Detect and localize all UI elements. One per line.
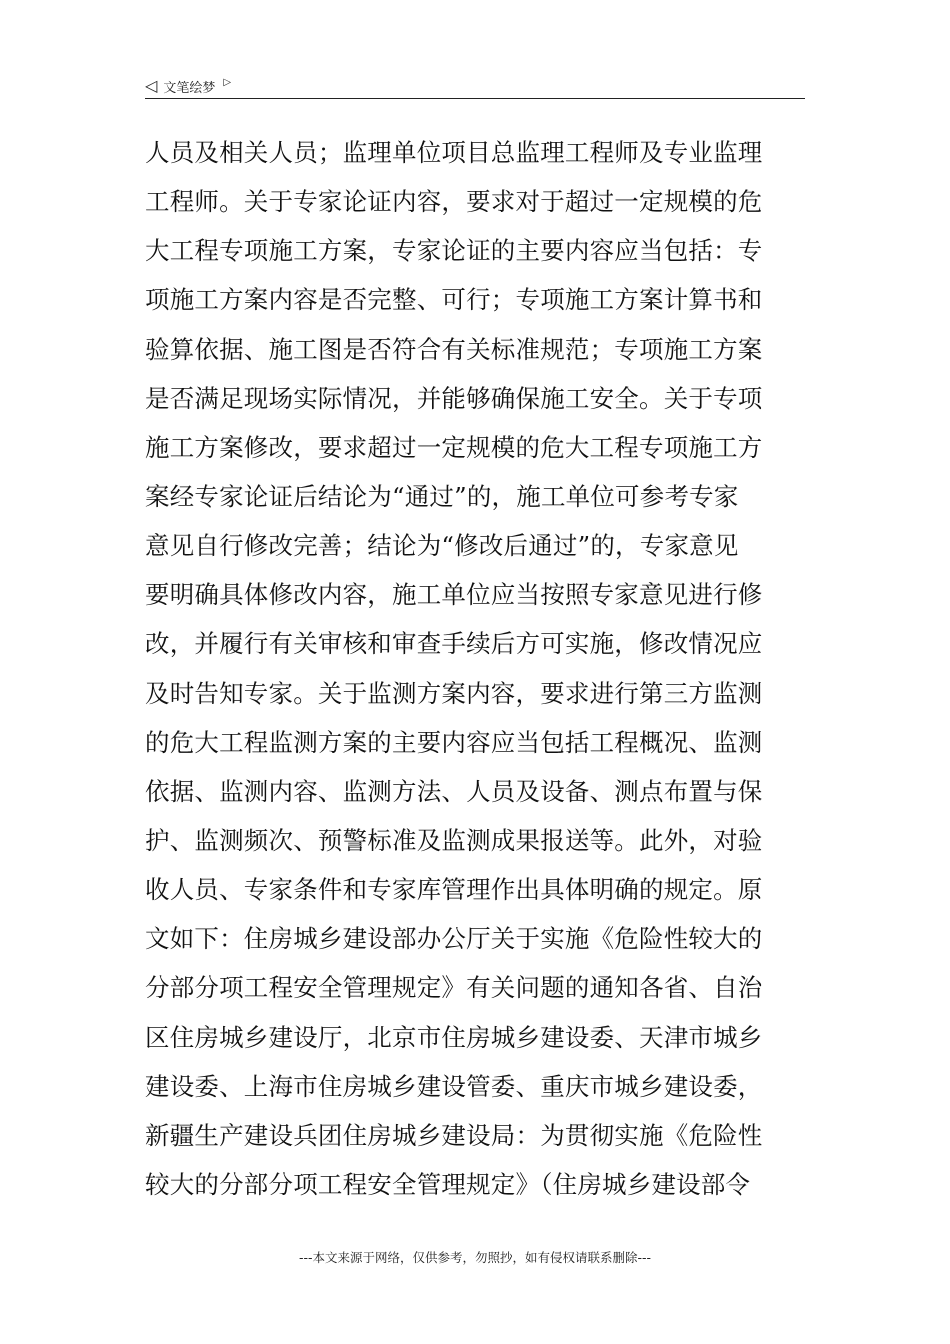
text-line: 及时告知专家。关于监测方案内容，要求进行第三方监测 <box>145 678 763 708</box>
text-line: 大工程专项施工方案，专家论证的主要内容应当包括：专 <box>145 236 763 266</box>
text-line: 项施工方案内容是否完整、可行；专项施工方案计算书和 <box>145 285 763 315</box>
text-line: 分部分项工程安全管理规定》有关问题的通知各省、自治 <box>145 973 763 1003</box>
text-line: 改，并履行有关审核和审查手续后方可实施，修改情况应 <box>145 629 763 659</box>
page-footer: ---本文来源于网络，仅供参考，勿照抄，如有侵权请联系删除--- <box>298 1250 652 1265</box>
text-line: 收人员、专家条件和专家库管理作出具体明确的规定。原 <box>145 875 763 905</box>
text-line: 工程师。关于专家论证内容，要求对于超过一定规模的危 <box>145 187 763 217</box>
text-line: 依据、监测内容、监测方法、人员及设备、测点布置与保 <box>145 776 763 806</box>
triangle-left-icon: ◁ <box>145 76 158 95</box>
text-line: 文如下：住房城乡建设部办公厅关于实施《危险性较大的 <box>145 924 763 954</box>
text-line: 施工方案修改，要求超过一定规模的危大工程专项施工方 <box>145 432 763 462</box>
text-line: 新疆生产建设兵团住房城乡建设局：为贯彻实施《危险性 <box>145 1120 763 1150</box>
document-body <box>145 128 807 1209</box>
text-line: 建设委、上海市住房城乡建设管委、重庆市城乡建设委， <box>145 1071 763 1101</box>
text-line: 护、监测频次、预警标准及监测成果报送等。此外，对验 <box>145 825 763 855</box>
text-line: 验算依据、施工图是否符合有关标准规范；专项施工方案 <box>145 334 763 364</box>
page-header <box>145 74 805 99</box>
text-line: 较大的分部分项工程安全管理规定》（住房城乡建设部令 <box>145 1169 751 1199</box>
header-title: 文笔绘梦 <box>163 80 216 96</box>
text-line: 要明确具体修改内容，施工单位应当按照专家意见进行修 <box>145 580 763 610</box>
triangle-right-icon: ▷ <box>223 77 232 88</box>
text-line: 的危大工程监测方案的主要内容应当包括工程概况、监测 <box>145 727 763 757</box>
text-line: 区住房城乡建设厅，北京市住房城乡建设委、天津市城乡 <box>145 1022 763 1052</box>
text-line: 是否满足现场实际情况，并能够确保施工安全。关于专项 <box>145 383 763 413</box>
text-line: 案经专家论证后结论为“通过”的，施工单位可参考专家 <box>145 481 739 511</box>
text-line: 意见自行修改完善；结论为“修改后通过”的，专家意见 <box>145 531 739 561</box>
text-line: 人员及相关人员；监理单位项目总监理工程师及专业监理 <box>145 138 763 167</box>
